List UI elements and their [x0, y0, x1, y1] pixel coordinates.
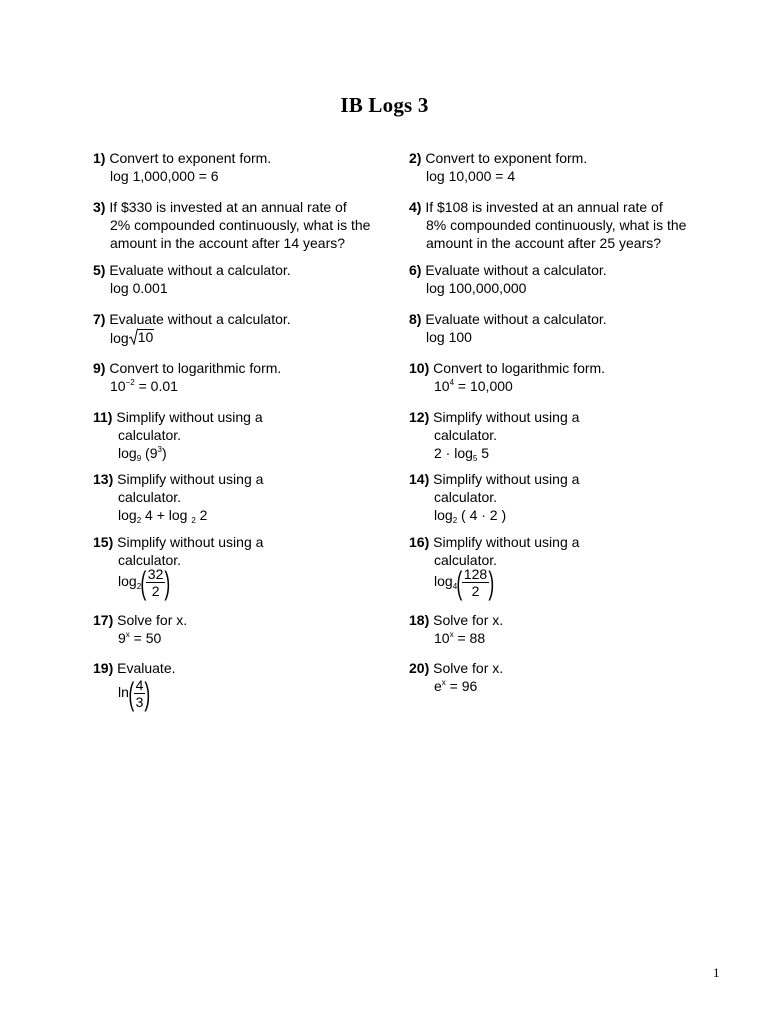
log-base: 2: [452, 516, 458, 525]
problem-number: 20): [409, 660, 430, 676]
problem-number: 5): [93, 262, 106, 278]
problem-13: [93, 470, 263, 524]
problem-8: [409, 310, 607, 346]
exponent: x: [125, 630, 130, 639]
square-root: [129, 328, 155, 345]
problem-instruction: Evaluate without a calculator.: [425, 262, 607, 278]
problem-6: [409, 261, 607, 297]
exponent: 4: [449, 378, 455, 387]
problem-instruction: Solve for x.: [433, 612, 504, 628]
problem-instruction-cont: calculator.: [118, 489, 182, 505]
log-base: 4: [452, 582, 458, 592]
fraction: [141, 566, 170, 599]
problem-instruction-cont: calculator.: [434, 552, 498, 568]
problem-instruction: Simplify without using a: [117, 534, 264, 550]
power-base: e: [434, 678, 442, 694]
log-base: 2: [136, 516, 142, 525]
log-base: 5: [472, 454, 478, 463]
exponent: −2: [125, 378, 135, 387]
problem-number: 1): [93, 150, 106, 166]
radical-sign-icon: [129, 328, 138, 345]
problem-expression: [93, 377, 281, 395]
problem-expression: [409, 566, 579, 599]
problem-4: [409, 198, 686, 252]
log-text: 2 · log: [434, 445, 473, 461]
left-paren-icon: (: [140, 564, 147, 601]
problem-instruction: Convert to exponent form.: [425, 150, 588, 166]
problem-number: 8): [409, 311, 422, 327]
log-text: log: [118, 573, 137, 590]
problem-number: 2): [409, 150, 422, 166]
problem-instruction: Evaluate.: [117, 660, 176, 676]
problem-number: 15): [93, 534, 114, 550]
log-base: 2: [191, 516, 196, 525]
problem-11: [93, 408, 263, 462]
problem-expression: [409, 677, 503, 695]
problem-number: 19): [93, 660, 114, 676]
fraction: [457, 566, 494, 599]
fraction-denominator: 3: [135, 694, 144, 710]
problem-14: [409, 470, 579, 524]
exponent: 3: [157, 445, 162, 454]
problem-instruction: Convert to exponent form.: [109, 150, 272, 166]
problem-instruction: Convert to logarithmic form.: [109, 360, 282, 376]
problem-number: 11): [93, 409, 113, 425]
problem-text-line: 8% compounded continuously, what is the: [426, 217, 687, 233]
exponent: x: [441, 678, 446, 687]
page-title: IB Logs 3: [340, 93, 429, 117]
equation-rest: = 10,000: [454, 378, 513, 394]
problem-instruction: Convert to logarithmic form.: [433, 360, 606, 376]
problem-5: [93, 261, 291, 297]
problem-expression: [409, 506, 579, 524]
equation-rest: = 96: [445, 678, 478, 694]
power-base: 10: [434, 630, 450, 646]
problem-number: 14): [409, 471, 430, 487]
problem-expression: log 0.001: [110, 280, 168, 296]
problem-20: [409, 659, 503, 695]
problem-instruction: Simplify without using a: [433, 471, 580, 487]
problem-number: 6): [409, 262, 422, 278]
left-paren-icon: (: [456, 564, 463, 601]
fraction-denominator: 2: [471, 583, 480, 599]
problem-instruction: Evaluate without a calculator.: [109, 262, 291, 278]
log-text: log: [434, 507, 453, 523]
problem-18: [409, 611, 503, 647]
problem-expression: [93, 444, 263, 462]
page-number: 1: [713, 965, 720, 980]
equation-rest: = 50: [129, 630, 162, 646]
equation-rest: = 0.01: [134, 378, 178, 394]
log-argument: 5: [477, 445, 490, 461]
problem-number: 13): [93, 471, 114, 487]
problem-17: [93, 611, 187, 647]
problem-instruction: Simplify without using a: [433, 534, 580, 550]
problem-expression: log 10,000 = 4: [426, 168, 516, 184]
power-base: 10: [434, 378, 450, 394]
log-argument: (9: [141, 445, 158, 461]
radicand: 10: [137, 329, 154, 345]
problem-instruction: Simplify without using a: [433, 409, 580, 425]
equation-rest: = 88: [453, 630, 486, 646]
problem-number: 16): [409, 534, 430, 550]
problem-instruction-cont: calculator.: [118, 427, 182, 443]
log-base: 9: [136, 454, 142, 463]
log-argument: 4 + log: [141, 507, 192, 523]
problem-number: 18): [409, 612, 430, 628]
problem-expression: [93, 629, 187, 647]
problem-text-line: If $330 is invested at an annual rate of: [109, 199, 347, 215]
right-paren-icon: ): [488, 564, 495, 601]
problem-expression: [93, 328, 291, 347]
problem-19: [93, 659, 176, 710]
problem-2: [409, 149, 587, 185]
problem-7: [93, 310, 291, 347]
problem-expression: log 1,000,000 = 6: [110, 168, 219, 184]
problem-instruction-cont: calculator.: [118, 552, 182, 568]
problem-10: [409, 359, 605, 395]
problem-text-line: If $108 is invested at an annual rate of: [425, 199, 663, 215]
problem-expression: [409, 377, 605, 395]
log-text: log: [118, 507, 137, 523]
problem-instruction: Simplify without using a: [117, 471, 264, 487]
problem-instruction: Solve for x.: [117, 612, 188, 628]
problem-3: [93, 198, 370, 252]
problem-instruction-cont: calculator.: [434, 489, 498, 505]
problem-expression: [93, 677, 176, 710]
problem-expression: [93, 506, 263, 524]
problem-instruction: Evaluate without a calculator.: [109, 311, 291, 327]
right-paren-icon: ): [164, 564, 171, 601]
fraction: [129, 677, 150, 710]
problem-1: [93, 149, 271, 185]
fraction-denominator: 2: [151, 583, 160, 599]
log-argument: ( 4 · 2 ): [457, 507, 507, 523]
problem-number: 4): [409, 199, 422, 215]
log-argument: 2: [195, 507, 208, 523]
problem-text-line: 2% compounded continuously, what is the: [110, 217, 371, 233]
problem-expression: [409, 629, 503, 647]
problem-expression: log 100,000,000: [426, 280, 527, 296]
problem-instruction: Evaluate without a calculator.: [425, 311, 607, 327]
problem-expression: log 100: [426, 329, 472, 345]
problem-number: 10): [409, 360, 430, 376]
ln-text: ln: [118, 684, 129, 701]
problem-12: [409, 408, 579, 462]
right-paren-icon: ): [144, 675, 151, 712]
problem-number: 17): [93, 612, 114, 628]
problem-text-line: amount in the account after 14 years?: [110, 235, 346, 251]
exponent: x: [449, 630, 454, 639]
problem-number: 12): [409, 409, 430, 425]
problem-instruction-cont: calculator.: [434, 427, 498, 443]
power-base: 10: [110, 378, 126, 394]
problem-expression: [93, 566, 263, 599]
problem-15: [93, 533, 263, 599]
fraction-numerator: 32: [147, 566, 164, 582]
fraction-numerator: 128: [463, 566, 488, 582]
left-paren-icon: (: [128, 675, 135, 712]
log-text: log: [110, 330, 129, 346]
log-argument-close: ): [161, 445, 167, 461]
log-base: 2: [136, 582, 142, 592]
log-text: log: [434, 573, 453, 590]
problem-number: 9): [93, 360, 106, 376]
power-base: 9: [118, 630, 126, 646]
problem-expression: [409, 444, 579, 462]
problem-text-line: amount in the account after 25 years?: [426, 235, 662, 251]
problem-number: 3): [93, 199, 106, 215]
problem-number: 7): [93, 311, 106, 327]
problem-instruction: Solve for x.: [433, 660, 504, 676]
fraction-numerator: 4: [135, 677, 144, 693]
log-text: log: [118, 445, 137, 461]
problem-9: [93, 359, 281, 395]
problem-16: [409, 533, 579, 599]
problem-instruction: Simplify without using a: [116, 409, 263, 425]
